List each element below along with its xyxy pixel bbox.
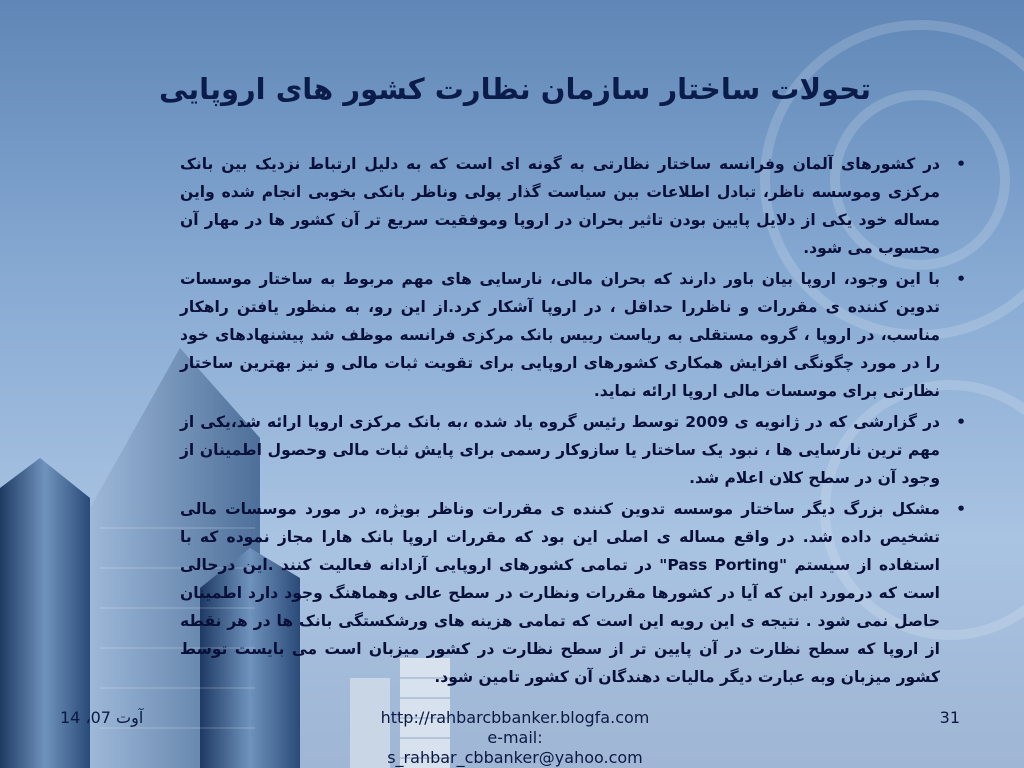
bullet-item: • با این وجود، اروپا بیان باور دارند که بحران مالی، نارسایی های مهم مربوط به ساختار موسسات تدوین کننده ی مقررات و ناظررا حداقل ، در اروپا آشکار کرد.از این رو، به منظور یافتن راهکار مناسب، در اروپا ، گروه مستقلی به ریاست رییس بانک مرکزی فرانسه موظف شد پیشنهادهای خود را در مورد چگونگی افزایش همکاری کشورهای اروپایی برای تقویت ثبات مالی و نیز بهترین ساختار نظارتی برای موسسات مالی اروپا ارائه نماید. <box>180 265 970 405</box>
bullet-item: • در گزارشی که در ژانویه ی 2009 توسط رئیس گروه یاد شده ،به بانک مرکزی اروپا ارائه شد،یکی از مهم ترین نارسایی ها ، نبود یک ساختار یا سازوکار رسمی برای پایش ثبات مالی وحصول اطمینان از وجود آن در سطح کلان اعلام شد. <box>180 408 970 492</box>
blog-link[interactable]: http://rahbarcbbanker.blogfa.com <box>380 708 650 727</box>
footer-contact <box>330 708 700 768</box>
email-address[interactable]: s_rahbar_cbbanker@yahoo.com <box>387 748 643 767</box>
footer-date: آوت 07، 14 <box>60 708 144 727</box>
email-label: e-mail: <box>487 728 543 747</box>
bullet-item: • مشکل بزرگ دیگر ساختار موسسه تدوین کننده ی مقررات وناظر بویژه، در مورد موسسات مالی تشخیص داده شد. در واقع مساله ی اصلی این بود که مقررات اروپا بانک هارا مجاز نموده که با استفاده از سیستم "Pass Porting" در تمامی کشورهای اروپایی آزادانه فعالیت کنند .این درحالی است که درمورد این که آیا در کشورها مقررات ونظارت در سطح عالی وهماهنگ وجود دارد اطمینان حاصل نمی شود . نتیجه ی این رویه این است که تمامی هزینه های ورشکستگی بانک ها در هر نقطه از اروپا که سطح نظارت در آن پایین تر از سطح نظارت در کشور میزبان است می بایست توسط کشور میزبان وبه عبارت دیگر مالیات دهندگان آن کشور تامین شود. <box>180 495 970 691</box>
bullet-item: • در کشورهای آلمان وفرانسه ساختار نظارتی به گونه ای است که به دلیل ارتباط نزدیک بین بانک مرکزی وموسسه ناظر، تبادل اطلاعات بین سیاست گذار پولی وناظر بانکی بخوبی انجام شده واین مساله خود یکی از دلایل پایین بودن تاثیر بحران در اروپا وموفقیت سریع تر آن کشور ها در مهار آن محسوب می شود. <box>180 150 970 262</box>
slide-title: تحولات ساختار سازمان نظارت کشور های اروپایی <box>158 72 872 106</box>
page-number: 31 <box>939 708 960 727</box>
bullet-list <box>180 150 970 694</box>
